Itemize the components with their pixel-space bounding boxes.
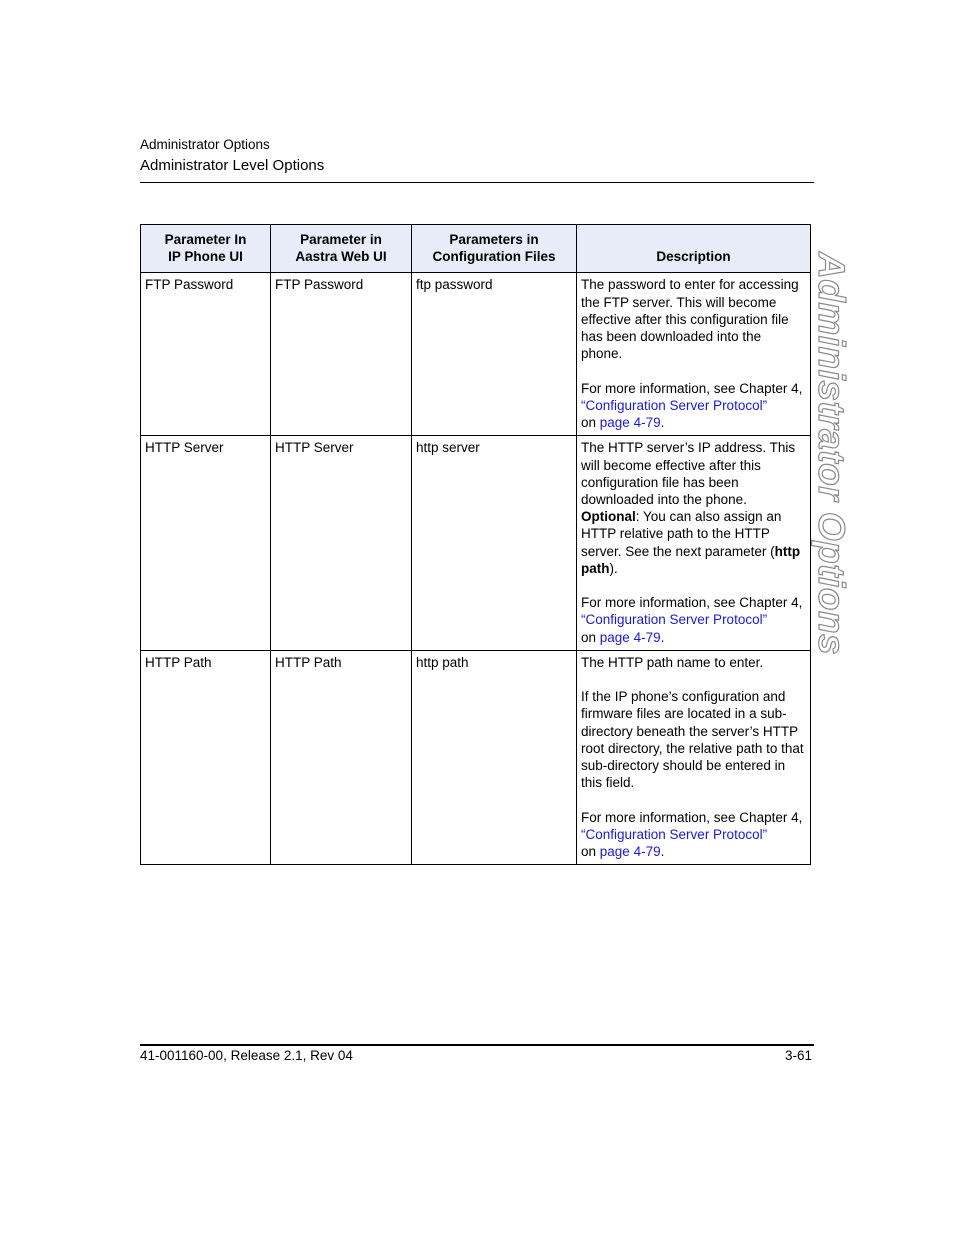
running-header-title: Administrator Level Options (140, 157, 325, 174)
cell-description (577, 650, 811, 864)
cell-ip-phone-ui: HTTP Server (141, 436, 271, 650)
cell-web-ui: FTP Password (271, 273, 412, 436)
page-link[interactable]: page 4-79 (599, 415, 661, 431)
cell-web-ui: HTTP Path (271, 650, 412, 864)
cell-config-file: http path (412, 650, 577, 864)
column-header-description: Description (577, 225, 811, 273)
optional-note: Optional: You can also assign an HTTP relative path to the HTTP server. See the next parameter (http path). (581, 509, 801, 576)
cell-ip-phone-ui: FTP Password (141, 273, 271, 436)
chapter-side-tab: Administrator Options (811, 252, 852, 656)
running-header-section: Administrator Options (140, 137, 270, 152)
table-row (141, 436, 811, 650)
cell-config-file: http server (412, 436, 577, 650)
header-divider (140, 182, 814, 183)
description-text: The HTTP server’s IP address. This will become effective after this configuration file has been downloaded into the phone. (581, 440, 796, 508)
page-link[interactable]: page 4-79 (599, 844, 661, 860)
more-info-text: For more information, see Chapter 4, “Configuration Server Protocol” on page 4-79. (581, 809, 803, 860)
footer-divider (140, 1044, 814, 1046)
chapter-link[interactable]: “Configuration Server Protocol” (581, 826, 768, 842)
chapter-link[interactable]: “Configuration Server Protocol” (581, 612, 768, 628)
footer-document-id: 41-001160-00, Release 2.1, Rev 04 (140, 1048, 353, 1063)
more-info-text: For more information, see Chapter 4, “Configuration Server Protocol” on page 4-79. (581, 595, 803, 645)
more-info-text: For more information, see Chapter 4, “Configuration Server Protocol” on page 4-79. (581, 380, 803, 431)
description-text: The HTTP path name to enter. (581, 654, 764, 670)
cell-config-file: ftp password (412, 273, 577, 436)
description-text: The password to enter for accessing the FTP server. This will become effective after this configuration file has been downloaded into the phone. (581, 277, 799, 362)
page-link[interactable]: page 4-79 (599, 629, 661, 645)
cell-description (577, 436, 811, 650)
table-row (141, 273, 811, 436)
table-header-row (141, 225, 811, 273)
parameters-table (140, 224, 811, 865)
cell-description (577, 273, 811, 436)
footer-page-number: 3-61 (784, 1048, 812, 1063)
table-row (141, 650, 811, 864)
cell-web-ui: HTTP Server (271, 436, 412, 650)
cell-ip-phone-ui: HTTP Path (141, 650, 271, 864)
column-header-ip-phone-ui: Parameter In IP Phone UI (141, 225, 271, 273)
column-header-config-files: Parameters in Configuration Files (412, 225, 577, 273)
column-header-web-ui: Parameter in Aastra Web UI (271, 225, 412, 273)
description-detail: If the IP phone’s configuration and firmware files are located in a sub-directory beneath the server’s HTTP root directory, the relative path to that sub-directory should be entered in this field. (581, 689, 804, 791)
chapter-link[interactable]: “Configuration Server Protocol” (581, 397, 768, 413)
